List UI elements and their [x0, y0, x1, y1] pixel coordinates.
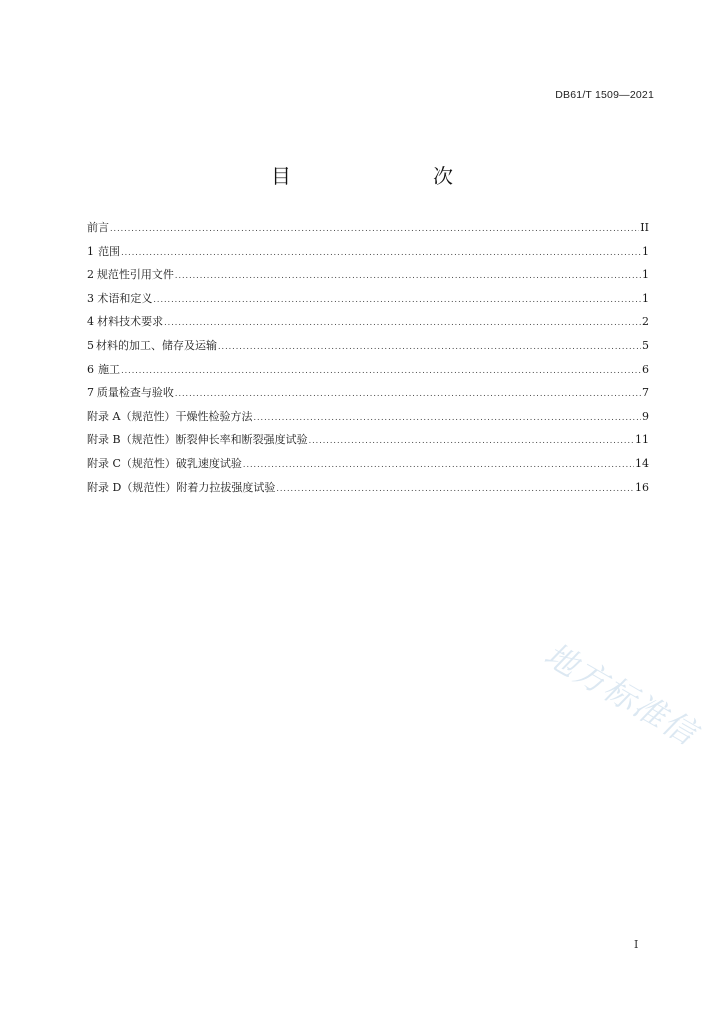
toc-entry-annex-c[interactable] — [87, 457, 649, 481]
toc-entry-label: 前言 — [87, 221, 109, 234]
table-of-contents — [87, 221, 649, 504]
toc-annex-designation: 附录 D（规范性） — [87, 480, 177, 494]
toc-dot-leader — [175, 269, 641, 283]
toc-page-number: 7 — [642, 386, 649, 400]
toc-entry-label: 断裂伸长率和断裂强度试验 — [175, 433, 308, 447]
toc-dot-leader — [243, 458, 634, 472]
toc-dot-leader — [276, 482, 634, 496]
watermark: 地方标准信 — [538, 635, 705, 754]
toc-entry-material-requirements[interactable] — [87, 315, 649, 339]
toc-page-number: 1 — [642, 268, 649, 282]
toc-section-number: 2 — [87, 268, 94, 282]
toc-page-number: 16 — [635, 480, 649, 494]
toc-entry-annex-b[interactable] — [87, 433, 649, 457]
toc-entry-label: 范围 — [98, 244, 121, 258]
toc-section-number: 5 — [87, 338, 94, 352]
toc-entry-foreword[interactable] — [87, 221, 649, 245]
toc-dot-leader — [153, 293, 641, 307]
toc-entry-label: 术语和定义 — [97, 291, 153, 305]
toc-entry-label: 质量检查与验收 — [96, 386, 174, 400]
toc-page-number: 2 — [642, 315, 649, 329]
toc-page-number: 1 — [642, 244, 649, 258]
toc-entry-label: 材料的加工、储存及运输 — [96, 338, 217, 352]
toc-dot-leader — [164, 316, 641, 330]
toc-entry-scope[interactable] — [87, 245, 649, 269]
toc-dot-leader — [309, 434, 634, 448]
toc-entry-terms[interactable] — [87, 292, 649, 316]
toc-dot-leader — [175, 387, 641, 401]
toc-dot-leader — [121, 364, 641, 378]
toc-entry-label: 施工 — [98, 362, 121, 376]
toc-page-number: 14 — [635, 456, 649, 470]
standard-code: DB61/T 1509—2021 — [555, 89, 654, 101]
toc-dot-leader — [218, 340, 641, 354]
toc-section-number: 6 — [87, 362, 94, 376]
toc-annex-designation: 附录 A（规范性） — [87, 409, 176, 423]
toc-entry-label: 规范性引用文件 — [96, 268, 174, 282]
toc-entry-processing-storage[interactable] — [87, 339, 649, 363]
toc-entry-normative-references[interactable] — [87, 268, 649, 292]
toc-dot-leader — [253, 411, 641, 425]
toc-annex-designation: 附录 B（规范性） — [87, 433, 176, 447]
toc-dot-leader — [110, 222, 639, 236]
toc-entry-label: 材料技术要求 — [97, 315, 164, 329]
toc-entry-annex-a[interactable] — [87, 410, 649, 434]
page-number: I — [634, 938, 639, 951]
toc-section-number: 7 — [87, 386, 94, 400]
toc-entry-quality-inspection[interactable] — [87, 386, 649, 410]
toc-page-number: 1 — [642, 291, 649, 305]
toc-annex-designation: 附录 C（规范性） — [87, 456, 176, 470]
toc-page-number: 5 — [642, 338, 649, 352]
toc-section-number: 1 — [87, 244, 94, 258]
toc-entry-label: 干燥性检验方法 — [175, 409, 253, 423]
toc-dot-leader — [121, 246, 641, 260]
toc-page-number: 11 — [635, 433, 649, 447]
toc-entry-label: 破乳速度试验 — [175, 456, 242, 470]
toc-section-number: 4 — [87, 315, 94, 329]
toc-section-number: 3 — [87, 291, 94, 305]
toc-entry-annex-d[interactable] — [87, 481, 649, 505]
toc-entry-label: 附着力拉拔强度试验 — [176, 480, 276, 494]
page-title: 目 次 — [271, 164, 487, 188]
toc-page-number: 6 — [642, 362, 649, 376]
toc-entry-construction[interactable] — [87, 363, 649, 387]
toc-page-number: 9 — [642, 409, 649, 423]
toc-page-number: II — [640, 221, 649, 234]
